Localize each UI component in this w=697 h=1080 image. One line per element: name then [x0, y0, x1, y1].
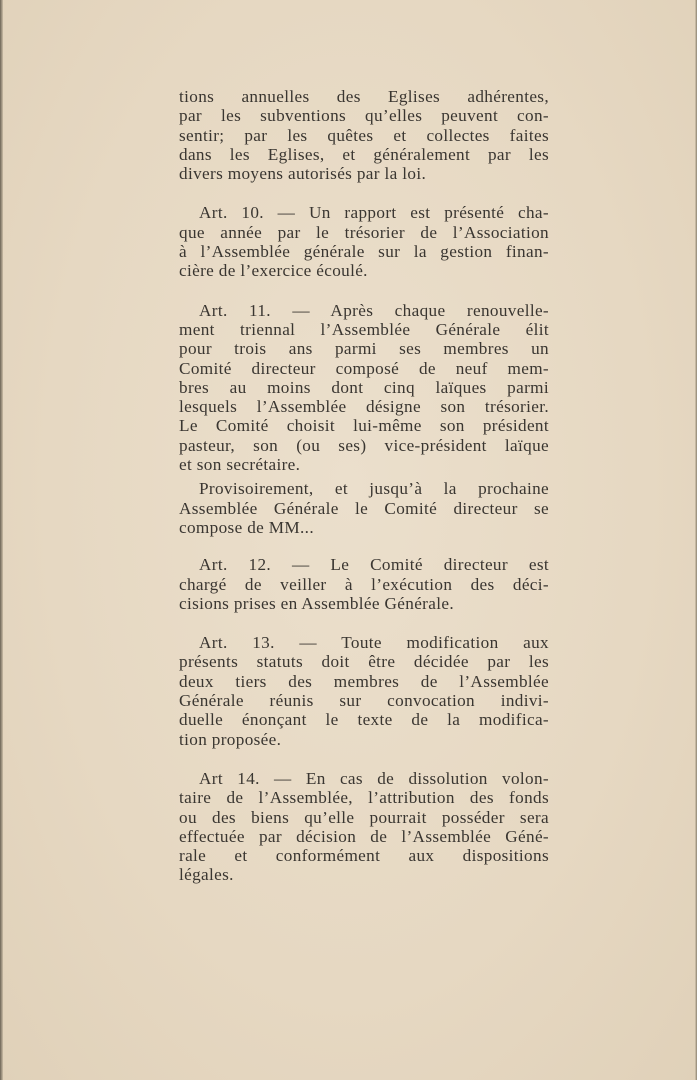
text-line: à l’Assemblée générale sur la gestion finan- — [179, 242, 549, 262]
text-line: divers moyens autorisés par la loi. — [179, 164, 427, 184]
article-heading-line: Art. 13. — Toute modification aux — [199, 633, 549, 653]
paragraph-art13 — [179, 633, 549, 749]
text-line: Provisoirement, et jusqu’à la prochaine — [199, 479, 549, 499]
text-line: ou des biens qu’elle pourrait posséder sera — [179, 807, 549, 827]
text-line: tion proposée. — [179, 729, 282, 749]
article-heading-line: Art. 10. — Un rapport est présenté cha- — [199, 203, 549, 223]
article-heading-line: Art 14. — En cas de dissolution volon- — [199, 768, 549, 788]
text-line: duelle énonçant le texte de la modifica- — [179, 710, 549, 730]
paragraph-art11-provisional — [179, 479, 549, 537]
text-line: Comité directeur composé de neuf mem- — [179, 358, 549, 378]
text-line: Assemblée Générale le Comité directeur se — [179, 498, 549, 518]
text-line: que année par le trésorier de l’Association — [179, 222, 549, 242]
text-line: effectuée par décision de l’Assemblée Géné- — [179, 826, 549, 846]
page-edge-left — [0, 0, 3, 1080]
text-line: rale et conformément aux dispositions — [179, 846, 549, 866]
article-heading-line: Art. 11. — Après chaque renouvelle- — [199, 300, 549, 320]
paragraph-art10 — [179, 203, 549, 280]
text-line: cière de l’exercice écoulé. — [179, 261, 368, 281]
text-line: sentir; par les quêtes et collectes faites — [179, 125, 549, 145]
text-line: pasteur, son (ou ses) vice-président laïque — [179, 435, 549, 455]
paragraph-art14 — [179, 769, 549, 885]
text-line: deux tiers des membres de l’Assemblée — [179, 671, 549, 691]
text-line: chargé de veiller à l’exécution des déci- — [179, 574, 549, 594]
article-heading-line: Art. 12. — Le Comité directeur est — [199, 555, 549, 575]
text-line: taire de l’Assemblée, l’attribution des fonds — [179, 788, 549, 808]
document-body — [179, 87, 549, 885]
text-line: Générale réunis sur convocation indivi- — [179, 691, 549, 711]
text-line: Le Comité choisit lui-même son président — [179, 416, 549, 436]
paragraph-art11 — [179, 301, 549, 475]
text-line: dans les Eglises, et généralement par les — [179, 144, 549, 164]
text-line: ment triennal l’Assemblée Générale élit — [179, 319, 549, 339]
text-line: pour trois ans parmi ses membres un — [179, 339, 549, 359]
text-line: compose de MM... — [179, 517, 314, 537]
text-line: lesquels l’Assemblée désigne son trésorier. — [179, 397, 549, 417]
paragraph-art9-continuation — [179, 87, 549, 183]
text-line: légales. — [179, 865, 234, 885]
paragraph-art12 — [179, 555, 549, 613]
text-line: cisions prises en Assemblée Générale. — [179, 593, 454, 613]
text-line: présents statuts doit être décidée par les — [179, 652, 549, 672]
text-line: bres au moins dont cinq laïques parmi — [179, 377, 549, 397]
text-line: tions annuelles des Eglises adhérentes, — [179, 87, 549, 106]
text-line: et son secrétaire. — [179, 455, 301, 475]
text-line: par les subventions qu’elles peuvent con- — [179, 106, 549, 126]
